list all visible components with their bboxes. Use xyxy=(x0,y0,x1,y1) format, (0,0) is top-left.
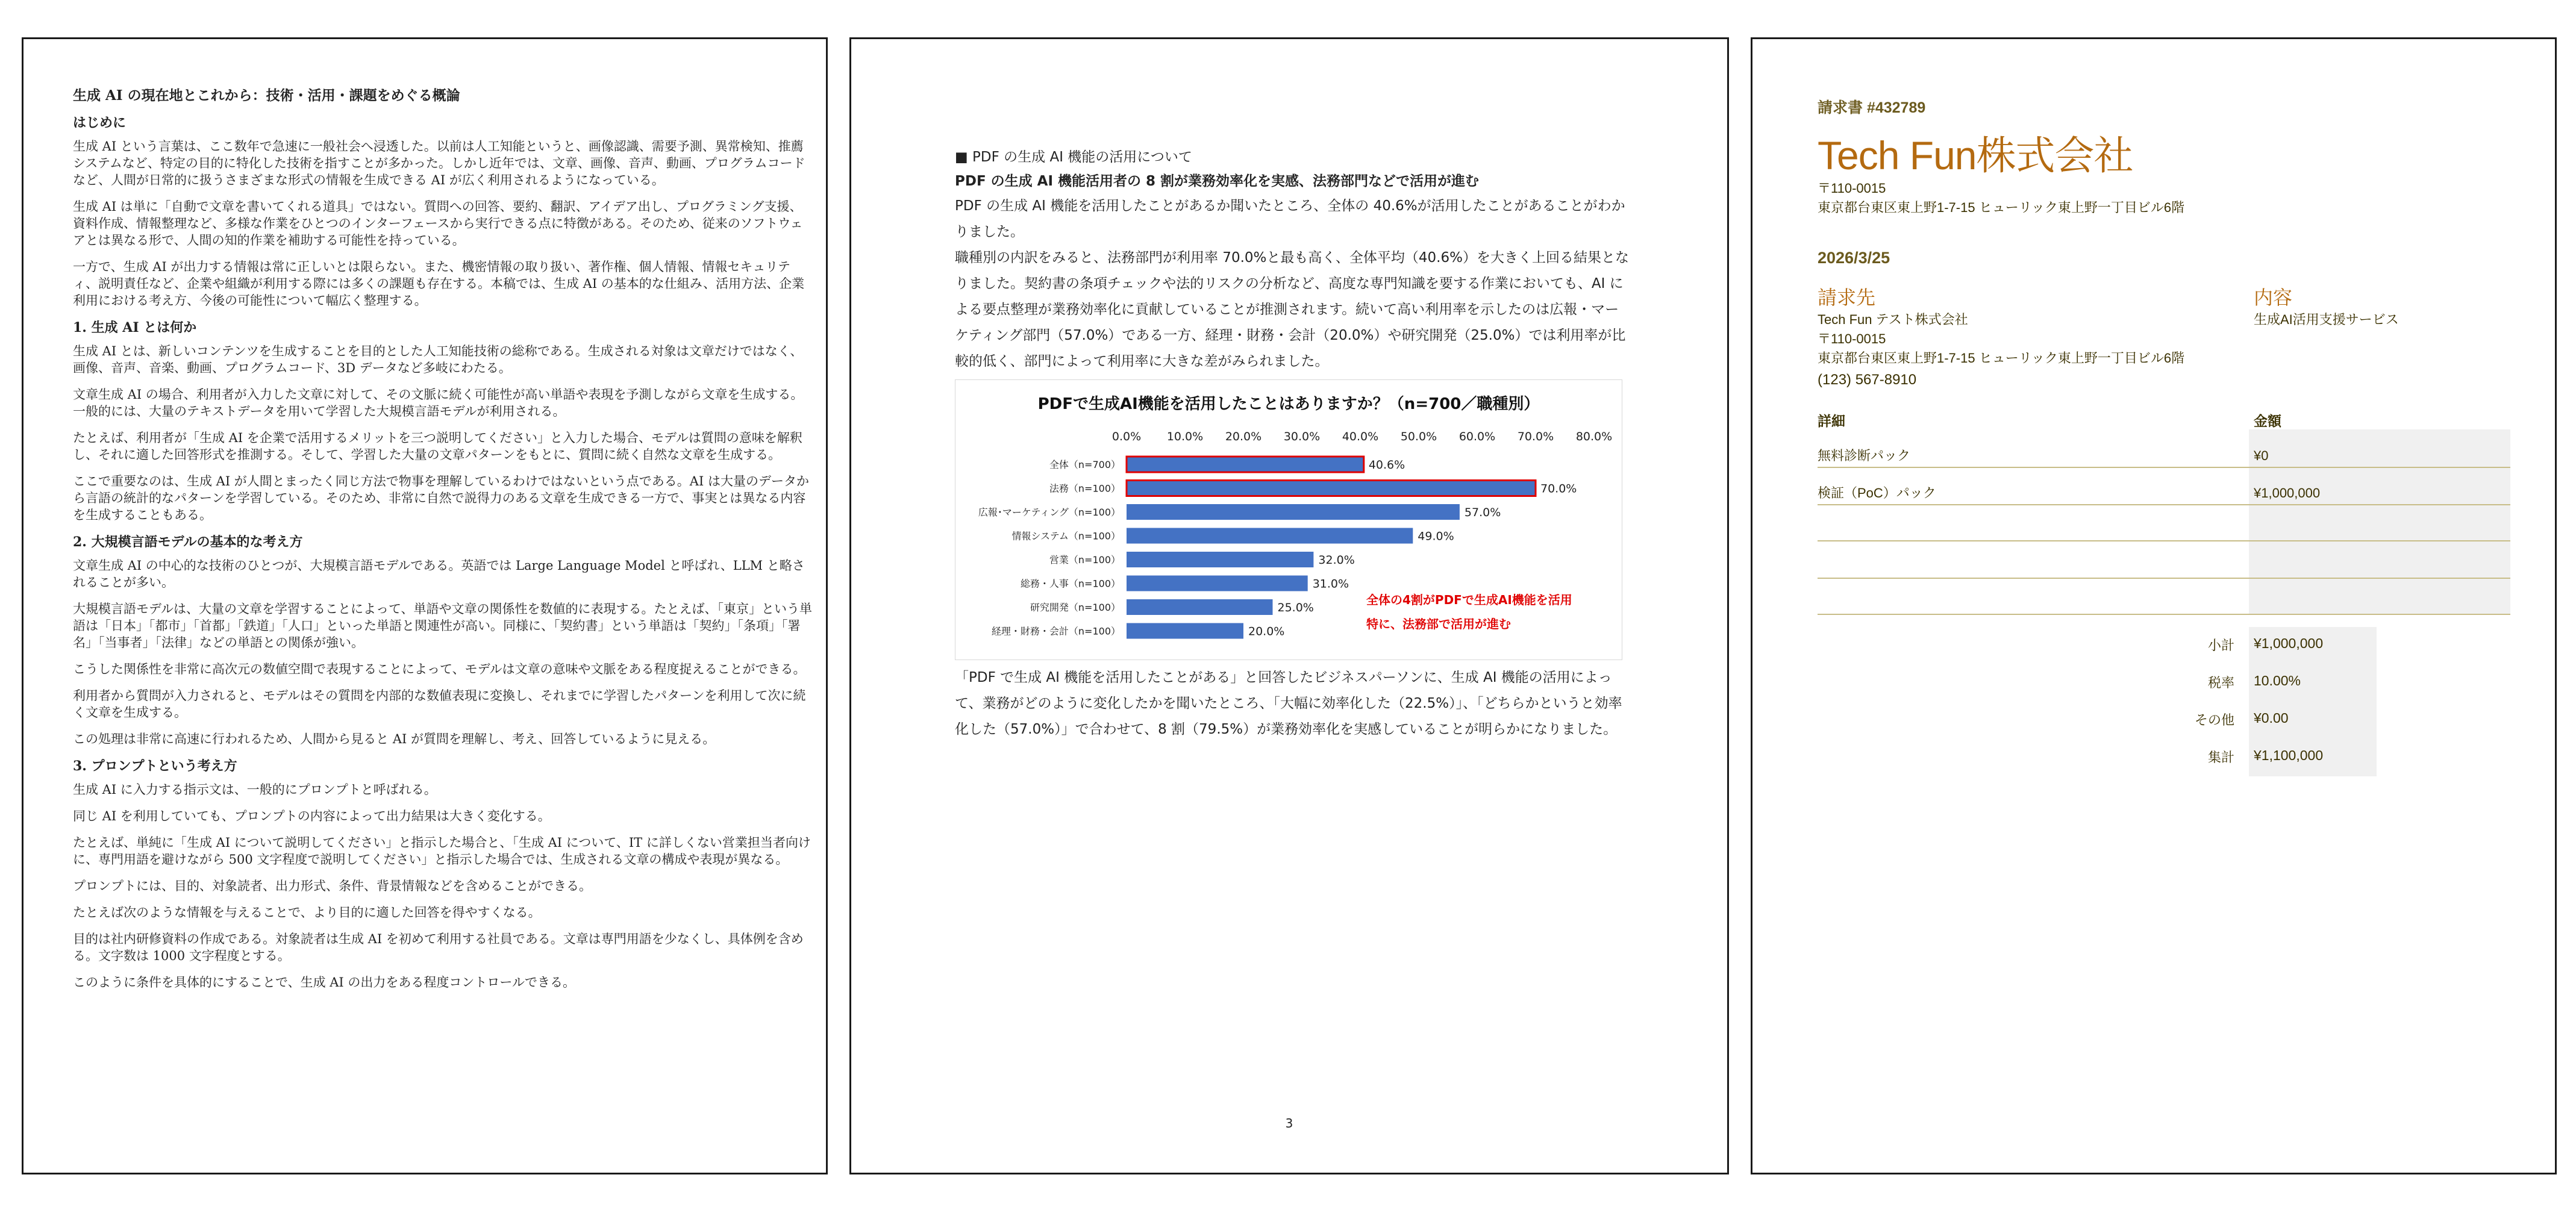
amount-header: 金額 xyxy=(2254,413,2281,429)
bar xyxy=(1127,623,1243,639)
row-divider xyxy=(1818,467,2510,468)
other-value: ¥0.00 xyxy=(2254,710,2289,726)
paragraph: 文章生成 AI の場合、利用者が入力した文章に対して、その文脈に続く可能性が高い単語や表現を予測しながら文章を生成する。一般的には、大量のテキストデータを用いて学習した大規模言語モデルが利用される。 xyxy=(73,387,804,419)
x-tick-label: 60.0% xyxy=(1458,430,1496,443)
chart-annotation: 全体の4割がPDFで生成AI機能を活用 xyxy=(1366,593,1572,607)
x-tick-label: 50.0% xyxy=(1400,430,1437,443)
section-heading: はじめに xyxy=(73,115,127,131)
category-label: 営業（n=100） xyxy=(1049,554,1121,566)
category-label: 全体（n=700） xyxy=(1049,459,1121,470)
bar-value-label: 20.0% xyxy=(1248,625,1285,638)
row-divider xyxy=(1818,504,2510,505)
essay-title: 生成 AI の現在地とこれから：技術・活用・課題をめぐる概論 xyxy=(73,87,460,104)
paragraph: 大規模言語モデルは、大量の文章を学習することによって、単語や文章の関係性を数値的に表現する。たとえば、「東京」という単語は「日本」「都市」「首都」「鉄道」「人口」といった単語と関連性が高い。同様に、「契約書」という単語は「契約」「条項」「署名」「当事者」「法律」などの単語との関係が強い。 xyxy=(73,602,813,650)
tax-rate-value: 10.00% xyxy=(2254,673,2301,688)
x-tick-label: 0.0% xyxy=(1111,430,1142,443)
chart-title: PDFで生成AI機能を活用したことはありますか？（n=700／職種別） xyxy=(1037,395,1540,413)
x-tick-label: 70.0% xyxy=(1517,430,1554,443)
page-number: 3 xyxy=(1285,1116,1293,1131)
document-page-3 xyxy=(1751,37,2557,1174)
total-label: 集計 xyxy=(2207,750,2234,765)
category-label: 研究開発（n=100） xyxy=(1030,602,1121,613)
item-amount-2: ¥1,000,000 xyxy=(2254,485,2321,501)
report-paragraph-1: PDF の生成 AI 機能を活用したことがあるか聞いたところ、全体の 40.6%が活用したことがあることがわかりました。 xyxy=(955,198,1625,240)
report-paragraph-2: 職種別の内訳をみると、法務部門が利用率 70.0%と最も高く、全体平均（40.6%）を大きく上回る結果となりました。契約書の条項チェックや法的リスクの分析など、高度な専門知識を要する作業においても、AI による要点整理が業務効率化に貢献していることが推測されます。続いて高い利用率を示したのは広報・マーケティング部門（57.0%）である一方、経理・財務・会計（20.0%）や研究開発（25.0%）では利用率が比較的低く、部門によって利用率に大きな差がみられました。 xyxy=(955,250,1629,369)
section-heading: 3. プロンプトという考え方 xyxy=(73,758,237,774)
bar-value-label: 31.0% xyxy=(1312,577,1349,591)
company-zip: 〒110-0015 xyxy=(1818,181,1886,196)
section-heading: ■ PDF の生成 AI 機能の活用について xyxy=(955,149,1192,165)
bar xyxy=(1127,528,1413,544)
bill-to-name: Tech Fun テスト株式会社 xyxy=(1818,312,1968,327)
item-amount-1: ¥0 xyxy=(2254,448,2269,463)
bar-value-label: 25.0% xyxy=(1277,601,1314,614)
invoice-date: 2026/3/25 xyxy=(1818,249,1890,267)
paragraph: たとえば、単純に「生成 AI について説明してください」と指示した場合と、「生成 AI について、IT に詳しくない営業担当者向けに、専門用語を避けながら 500 文字程度で説明してください」と指示した場合では、生成される文章の構成や表現が異なる。 xyxy=(73,835,811,867)
paragraph: 生成 AI は単に「自動で文章を書いてくれる道具」ではない。質問への回答、要約、翻訳、アイデア出し、プログラミング支援、資料作成、情報整理など、多様な作業をひとつのインターフェースから実行できる点に特徴がある。そのため、従来のソフトウェアとは異なる形で、人間の知的作業を補助する可能性を持っている。 xyxy=(73,199,803,248)
document-page-1 xyxy=(22,37,828,1174)
content-value: 生成AI活用支援サービス xyxy=(2254,312,2399,327)
x-tick-label: 80.0% xyxy=(1575,430,1613,443)
bar xyxy=(1127,552,1313,567)
x-tick-label: 40.0% xyxy=(1342,430,1379,443)
paragraph: たとえば次のような情報を与えることで、より目的に適した回答を得やすくなる。 xyxy=(73,905,541,920)
x-tick-label: 20.0% xyxy=(1225,430,1262,443)
bill-to-zip: 〒110-0015 xyxy=(1818,331,1886,346)
row-divider xyxy=(1818,578,2510,579)
paragraph: 生成 AI に入力する指示文は、一般的にプロンプトと呼ばれる。 xyxy=(73,782,437,797)
paragraph: 文章生成 AI の中心的な技術のひとつが、大規模言語モデルである。英語では Large Language Model と呼ばれ、LLM と略されることが多い。 xyxy=(73,558,805,590)
paragraph: この処理は非常に高速に行われるため、人間から見ると AI が質問を理解し、考え、回答しているように見える。 xyxy=(73,732,716,746)
section-heading: 2. 大規模言語モデルの基本的な考え方 xyxy=(73,534,303,550)
invoice xyxy=(1752,39,2555,1173)
paragraph: 生成 AI とは、新しいコンテンツを生成することを目的とした人工知能技術の総称である。生成される対象は文章だけではなく、画像、音声、音楽、動画、プログラムコード、3D データなど多岐にわたる。 xyxy=(73,344,803,375)
section-heading: 1. 生成 AI とは何か xyxy=(73,320,197,335)
content-label: 内容 xyxy=(2254,287,2293,308)
paragraph: ここで重要なのは、生成 AI が人間とまったく同じ方法で物事を理解しているわけではないという点である。AI は大量のデータから言語の統計的なパターンを学習している。そのため、非常に自然で説得力のある文章を生成できる一方で、事実とは異なる内容を生成することもある。 xyxy=(73,474,809,522)
report-paragraph-3: 「PDF で生成 AI 機能を活用したことがある」と回答したビジネスパーソンに、生成 AI 機能の活用によって、業務がどのように変化したかを聞いたところ、「大幅に効率化した（22.5%）」、「どちらかというと効率化した（57.0%）」で合わせて、8 割（79.5%）が業務効率化を実感していることが明らかになりました。 xyxy=(955,670,1622,737)
document-page-2 xyxy=(849,37,1729,1174)
paragraph: 生成 AI という言葉は、ここ数年で急速に一般社会へ浸透した。以前は人工知能というと、画像認識、需要予測、異常検知、推薦システムなど、特定の目的に特化した技術を指すことが多かった。しかし近年では、文章、画像、音声、動画、プログラムコードなど、人間が日常的に扱うさまざまな形式の情報を生成できる AI が広く利用されるようになっている。 xyxy=(73,139,805,187)
report-body xyxy=(955,145,1630,743)
report-headline: PDF の生成 AI 機能活用者の 8 割が業務効率化を実感、法務部門などで活用が進む xyxy=(955,173,1480,189)
row-divider xyxy=(1818,614,2510,615)
bar-value-label: 70.0% xyxy=(1540,482,1577,496)
paragraph: 利用者から質問が入力されると、モデルはその質問を内部的な数値表現に変換し、それまでに学習したパターンを利用して次に続く文章を生成する。 xyxy=(73,688,806,720)
bar xyxy=(1127,576,1308,591)
highlighted-bar xyxy=(1127,481,1536,496)
bar-chart-svg xyxy=(955,380,1622,660)
company-address: 東京都台東区東上野1-7-15 ヒューリック東上野一丁目ビル6階 xyxy=(1818,200,2185,215)
tax-rate-label: 税率 xyxy=(2207,675,2234,690)
bill-to-label: 請求先 xyxy=(1818,287,1876,308)
other-label: その他 xyxy=(2194,713,2234,728)
totals-labels xyxy=(2054,635,2234,780)
category-label: 広報･マーケティング（n=100） xyxy=(978,507,1121,518)
bar xyxy=(1127,504,1460,520)
detail-header: 詳細 xyxy=(1818,413,1845,429)
chart-annotation: 特に、法務部で活用が進む xyxy=(1366,617,1511,631)
bill-to-address: 東京都台東区東上野1-7-15 ヒューリック東上野一丁目ビル6階 xyxy=(1818,351,2185,366)
highlighted-bar xyxy=(1127,457,1364,472)
subtotal-value: ¥1,000,000 xyxy=(2254,635,2324,651)
invoice-number: 請求書 #432789 xyxy=(1818,99,1926,116)
bar-value-label: 40.6% xyxy=(1368,458,1405,472)
item-detail-2: 検証（PoC）パック xyxy=(1818,485,1936,501)
category-label: 経理・財務・会計（n=100） xyxy=(991,625,1121,637)
x-tick-label: 30.0% xyxy=(1283,430,1321,443)
total-value: ¥1,100,000 xyxy=(2254,747,2324,763)
essay-body xyxy=(73,86,813,1000)
row-divider xyxy=(1818,540,2510,541)
category-label: 総務・人事（n=100） xyxy=(1020,578,1121,590)
bar-value-label: 49.0% xyxy=(1418,529,1454,543)
paragraph: たとえば、利用者が「生成 AI を企業で活用するメリットを三つ説明してください」と入力した場合、モデルは質問の意味を解釈し、それに適した回答形式を推測する。そして、学習した大量の文章パターンをもとに、質問に続く自然な文章を生成する。 xyxy=(73,431,802,462)
company-name: Tech Fun株式会社 xyxy=(1818,133,2133,178)
amount-column-shade xyxy=(2249,429,2510,614)
paragraph: こうした関係性を非常に高次元の数値空間で表現することによって、モデルは文章の意味や文脈をある程度捉えることができる。 xyxy=(73,662,806,676)
paragraph: 目的は社内研修資料の作成である。対象読者は生成 AI を初めて利用する社員である。文章は専門用語を少なくし、具体例を含める。文字数は 1000 文字程度とする。 xyxy=(73,932,804,963)
bill-to-phone: (123) 567-8910 xyxy=(1818,372,1917,388)
bar xyxy=(1127,599,1273,615)
paragraph: 一方で、生成 AI が出力する情報は常に正しいとは限らない。また、機密情報の取り扱い、著作権、個人情報、情報セキュリティ、説明責任など、企業や組織が利用する際には多くの課題も存在する。本稿では、生成 AI の基本的な仕組み、活用方法、企業利用における考え方、今後の可能性について幅広く整理する。 xyxy=(73,260,805,308)
item-detail-1: 無料診断パック xyxy=(1818,448,1911,463)
subtotal-label: 小計 xyxy=(2207,638,2234,653)
paragraph: このように条件を具体的にすることで、生成 AI の出力をある程度コントロールできる。 xyxy=(73,975,575,990)
paragraph: 同じ AI を利用していても、プロンプトの内容によって出力結果は大きく変化する。 xyxy=(73,809,551,823)
paragraph: プロンプトには、目的、対象読者、出力形式、条件、背景情報などを含めることができる。 xyxy=(73,879,592,893)
category-label: 法務（n=100） xyxy=(1049,482,1121,494)
x-tick-label: 10.0% xyxy=(1166,430,1204,443)
category-label: 情報システム（n=100） xyxy=(1011,530,1121,542)
bar-chart xyxy=(955,379,1622,660)
bar-value-label: 32.0% xyxy=(1318,554,1355,567)
bar-value-label: 57.0% xyxy=(1464,506,1501,519)
